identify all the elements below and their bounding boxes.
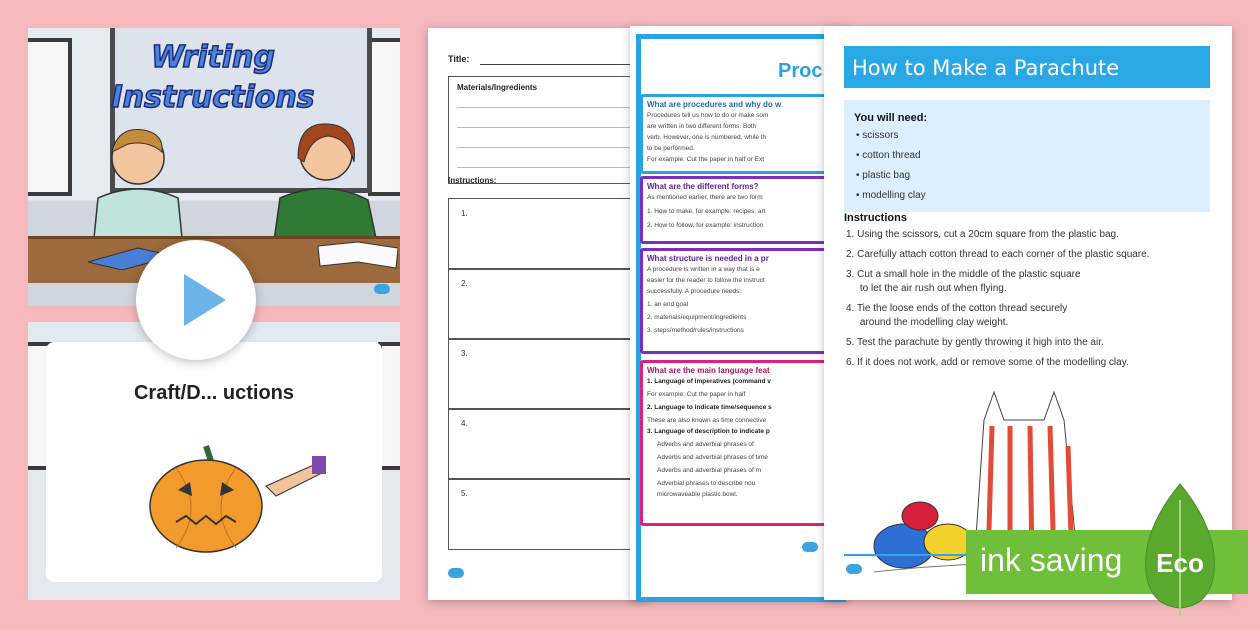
info-box-line: verb. However, one is numbered, while th xyxy=(647,134,767,141)
procedures-title: Proc xyxy=(778,60,823,82)
slide-craft-instructions xyxy=(28,322,400,600)
info-box-line: For example: Cut the paper in half or Ext xyxy=(647,156,765,163)
instructions-heading: Instructions xyxy=(844,212,907,224)
eco-leaf-icon xyxy=(1140,480,1220,620)
twinkl-logo-icon xyxy=(846,564,862,574)
you-will-need-heading: You will need: xyxy=(854,112,928,124)
step-box xyxy=(448,408,652,480)
info-box-line: 2. materials/equipment/ingredients xyxy=(647,314,747,321)
need-item: • cotton thread xyxy=(856,150,921,161)
play-icon xyxy=(136,240,256,360)
materials-box xyxy=(448,76,652,184)
info-box-line: 1. an end goal xyxy=(647,301,689,308)
craft-card xyxy=(46,342,382,582)
materials-line xyxy=(457,127,647,128)
materials-line xyxy=(457,147,647,148)
info-box-line: Adverbs and adverbial phrases of xyxy=(657,441,754,448)
info-box-line: For example: Cut the paper in half xyxy=(647,391,746,398)
info-box-line: As mentioned earlier, there are two form xyxy=(647,194,763,201)
procedures-poster xyxy=(630,26,848,600)
slide-title-line2: Instructions xyxy=(111,80,315,115)
twinkl-logo-icon xyxy=(802,542,818,552)
title-line xyxy=(480,64,650,65)
info-box-line: 3. Language of description to indicate p xyxy=(647,428,770,435)
instructions-label: Instructions: xyxy=(448,176,497,185)
instruction-step: 6. If it does not work, add or remove some of the modelling clay. xyxy=(846,357,1129,368)
ink-saving-text: ink saving xyxy=(980,542,1123,578)
need-item-label: modelling clay xyxy=(862,190,926,201)
slide2-title: Craft/D... uctions xyxy=(133,382,294,404)
materials-line xyxy=(457,167,647,168)
info-box-line: 1. How to make, for example: recipes, art xyxy=(647,208,766,215)
info-box-line: successfully. A procedure needs: xyxy=(647,288,742,295)
instructions-worksheet xyxy=(428,28,650,600)
instruction-step: 2. Carefully attach cotton thread to each corner of the plastic square. xyxy=(846,249,1150,260)
materials-label: Materials/Ingredients xyxy=(457,83,538,92)
instruction-step: 4. Tie the loose ends of the cotton thread securely xyxy=(846,303,1068,314)
need-item-label: plastic bag xyxy=(862,170,911,181)
info-box-line: are written in two different forms. Both xyxy=(647,123,757,130)
info-box-heading: What structure is needed in a pr xyxy=(647,254,769,263)
info-box-line: Procedures tell us how to do or make som xyxy=(647,112,769,119)
info-box-line: easier for the reader to follow the instruct xyxy=(647,277,765,284)
children-illustration xyxy=(48,118,388,248)
info-box-line: 1. Language of imperatives (command v xyxy=(647,378,771,385)
instruction-step: 1. Using the scissors, cut a 20cm square from the plastic bag. xyxy=(846,229,1119,240)
info-box-line: Adverbial phrases to describe nou xyxy=(657,480,756,487)
info-box-heading: What are the main language feat xyxy=(647,366,770,375)
instruction-step: to let the air rush out when flying. xyxy=(846,283,1007,294)
eco-label: Eco xyxy=(1156,548,1204,578)
step-box xyxy=(448,198,652,270)
info-box-line: 2. Language to indicate time/sequence s xyxy=(647,404,772,411)
info-box-line: 3. steps/method/rules/instructions xyxy=(647,327,744,334)
step-box xyxy=(448,478,652,550)
materials-line xyxy=(457,107,647,108)
step-number: 2. xyxy=(461,279,468,288)
info-box-line: to be performed. xyxy=(647,145,695,152)
parachute-header xyxy=(844,46,1210,88)
instruction-step: 5. Test the parachute by gently throwing it high into the air. xyxy=(846,337,1104,348)
worksheet-title-label: Title: xyxy=(448,54,470,64)
info-box-line: microwaveable plastic bowl. xyxy=(657,491,738,498)
instruction-step: around the modelling clay weight. xyxy=(846,317,1009,328)
info-box-line: These are also known as time connective xyxy=(647,417,767,424)
step-box xyxy=(448,268,652,340)
info-box-line: 2. How to follow, for example: instruction xyxy=(647,222,764,229)
twinkl-logo-icon xyxy=(448,568,464,578)
need-item-label: cotton thread xyxy=(862,150,921,161)
step-box xyxy=(448,338,652,410)
need-item: • scissors xyxy=(856,130,899,141)
info-box-heading: What are the different forms? xyxy=(647,182,759,191)
play-video-button[interactable] xyxy=(136,240,256,360)
step-number: 1. xyxy=(461,209,468,218)
you-will-need-box xyxy=(844,100,1210,212)
info-box-heading: What are procedures and why do w xyxy=(647,100,782,109)
parachute-title: How to Make a Parachute xyxy=(852,56,1120,80)
step-number: 5. xyxy=(461,489,468,498)
info-box-line: A procedure is written in a way that is e xyxy=(647,266,760,273)
step-number: 4. xyxy=(461,419,468,428)
need-item: • modelling clay xyxy=(856,190,926,201)
instruction-step: 3. Cut a small hole in the middle of the plastic square xyxy=(846,269,1081,280)
twinkl-logo-icon xyxy=(374,284,390,294)
slide-title-line1: Writing xyxy=(151,40,275,75)
need-item-label: scissors xyxy=(862,130,899,141)
info-box-line: Adverbs and adverbial phrases of m xyxy=(657,467,762,474)
need-item: • plastic bag xyxy=(856,170,911,181)
pumpkin-illustration xyxy=(126,438,326,558)
info-box-line: Adverbs and adverbial phrases of time xyxy=(657,454,768,461)
step-number: 3. xyxy=(461,349,468,358)
